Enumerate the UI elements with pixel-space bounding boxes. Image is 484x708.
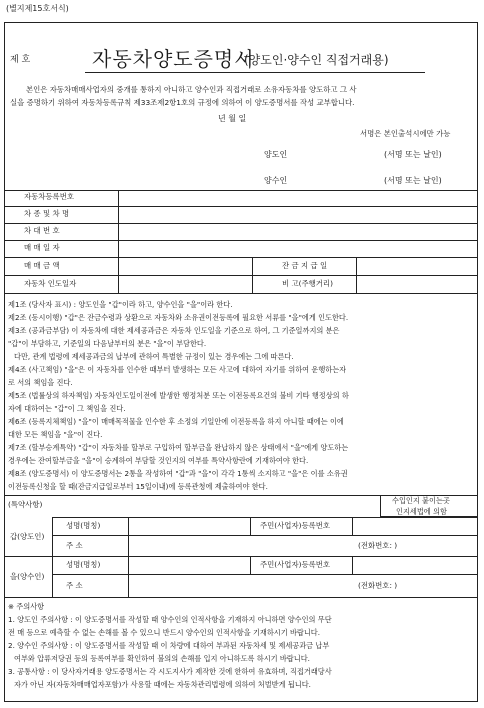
clause-line: 제2조 (동시이행) "갑"은 잔금수령과 상환으로 자동차와 소유권이전등록에 필요한 서류를 "을"에게 인도한다. bbox=[8, 313, 349, 322]
clause-line: 제7조 (할부승계특약) "갑"이 자동차를 할부로 구입하여 할부금을 완납하지 않은 상태에서 "을"에게 양도하는 bbox=[8, 443, 349, 452]
intro-line-1: 본인은 자동차매매사업자의 중개를 통하지 아니하고 양수인과 직접거래로 소유자동차를 양도하고 그 사 bbox=[26, 85, 357, 94]
remarks-label: 비 고(주행거리) bbox=[282, 279, 333, 288]
form-number: (별지제15호서식) bbox=[6, 4, 69, 13]
clause-line: 다만, 관계 법령에 제세공과금의 납부에 관하여 특별한 규정이 있는 경우에는 그에 따른다. bbox=[14, 352, 294, 361]
clause-line: 자에 대하여는 "갑"이 그 책임을 진다. bbox=[8, 404, 126, 413]
parties-top-rule bbox=[52, 517, 478, 518]
clause-line: 대한 모든 책임을 "을"이 진다. bbox=[8, 430, 103, 439]
party-row-rule bbox=[52, 535, 478, 536]
note-line: 자가 아닌 자(자동차매매업자포함)가 사용할 때에는 자동차관리법령에 의하여 처벌받게 됩니다. bbox=[14, 680, 311, 689]
clause-line: 제4조 (사고책임) "을"은 이 자동차를 인수한 때부터 발생하는 모든 사고에 대하여 자기를 위하여 운행하는자 bbox=[8, 365, 347, 374]
vehicle-row-label: 자동차 인도일자 bbox=[24, 279, 77, 288]
party-id-label: 주민(사업자)등록번호 bbox=[260, 560, 331, 569]
party-mid-divider bbox=[352, 517, 353, 535]
title-underline bbox=[85, 72, 425, 73]
note-line: 여부와 압류저당권 등의 등록여부를 확인하여 불의의 손해를 입지 아니하도록 하시기 바랍니다. bbox=[14, 654, 310, 663]
intro-line-2: 실을 증명하기 위하여 자동차등록규칙 제33조제2항1호의 규정에 의하여 이 양도증명서를 작성 교부합니다. bbox=[10, 98, 355, 107]
note-line: 1. 양도인 주의사항 : 이 양도증명서를 작성할 때 양수인의 인적사항을 기재하지 아니하면 양수인의 무단 bbox=[8, 615, 332, 624]
note-line: 전 매 등으로 예측할 수 없는 손해를 볼 수 있으니 반드시 양수인의 인적사항을 기재하시기 바랍니다. bbox=[8, 628, 320, 637]
parties-bottom-rule bbox=[4, 597, 478, 598]
vehicle-row-label: 차 종 및 차 명 bbox=[24, 209, 70, 218]
party-id-label: 주민(사업자)등록번호 bbox=[260, 521, 331, 530]
party-divider-rule bbox=[4, 556, 478, 557]
party-mid-divider bbox=[250, 556, 251, 574]
notes-title: ※ 주의사항 bbox=[8, 602, 45, 611]
balance-date-label: 잔 금 지 급 일 bbox=[282, 261, 328, 270]
clause-line: 제3조 (공과금부담) 이 자동차에 대한 제세공과금은 자동차 인도일을 기준으로 하여, 그 기준일까지의 분은 bbox=[8, 326, 340, 335]
party-mid-divider bbox=[250, 517, 251, 535]
document-title: 자동차양도증명서 bbox=[92, 47, 255, 71]
party-mid-divider bbox=[352, 556, 353, 574]
vehicle-row-label: 매 매 일 자 bbox=[24, 243, 60, 252]
party-phone[interactable]: (전화번호: ) bbox=[358, 581, 398, 590]
vehicle-row-label: 차 대 번 호 bbox=[24, 226, 60, 235]
clause-line: 제8조 (양도증명서) 이 양도증명서는 2통을 작성하여 "갑"과 "을"이 각각 1통씩 소지하고 "을"은 이를 소유권 bbox=[8, 469, 348, 478]
document-number-label: 제 호 bbox=[10, 55, 31, 65]
table-bottom-rule bbox=[4, 293, 478, 294]
clause-line: 제5조 (법률상의 하자책임) 자동차인도일이전에 발생한 행정처분 또는 이전등록요건의 불비 기타 행정상의 하 bbox=[8, 391, 349, 400]
table-mid-divider bbox=[252, 257, 253, 293]
issue-date[interactable]: 년 월 일 bbox=[218, 114, 247, 123]
signature-note: 서명은 본인출석시에만 가능 bbox=[360, 129, 451, 138]
clause-line: 경우에는 잔여할부금을 "을"이 승계하여 부담할 것인지의 여부를 특약사항란에 기재하여야 한다. bbox=[8, 456, 309, 465]
party-name-label: 성명(명칭) bbox=[66, 560, 101, 569]
stamp-box-line-1: 수입인지 붙이는곳 bbox=[392, 496, 450, 505]
transferor-label: 양도인 bbox=[264, 150, 288, 159]
table-mid-divider bbox=[356, 257, 357, 293]
transferee-sign[interactable]: (서명 또는 날인) bbox=[384, 176, 442, 185]
table-row-rule bbox=[4, 223, 478, 224]
table-top-rule bbox=[4, 190, 478, 191]
note-line: 3. 공통사항 : 이 당사자거래용 양도증명서는 각 시도지사가 제작한 것에 한하여 유효하며, 직접거래당사 bbox=[8, 667, 332, 676]
special-terms-label: (특약사항) bbox=[8, 500, 43, 509]
clause-line: 제1조 (당사자 표시) : 양도인을 "갑"이라 하고, 양수인을 "을"이라 한다. bbox=[8, 300, 233, 309]
clause-line: 제6조 (등록지체책임) "을"이 매매목적물을 인수한 후 소정의 기일안에 이전등록을 하지 아니할 때에는 이에 bbox=[8, 417, 344, 426]
note-line: 2. 양수인 주의사항 : 이 양도증명서를 작성할 때 이 차량에 대하여 부과된 자동차세 및 제세공과금 납부 bbox=[8, 641, 330, 650]
vehicle-row-label: 매 매 금 액 bbox=[24, 261, 60, 270]
party-name-label: 성명(명칭) bbox=[66, 521, 101, 530]
party-phone[interactable]: (전화번호: ) bbox=[358, 541, 398, 550]
table-row-rule bbox=[4, 240, 478, 241]
table-row-rule bbox=[4, 275, 478, 276]
party-label: 을(양수인) bbox=[10, 572, 45, 581]
party-field-divider bbox=[128, 517, 129, 597]
document-subtitle: (양도인·양수인 직접거래용) bbox=[244, 53, 389, 67]
vehicle-row-label: 자동차등록번호 bbox=[24, 192, 74, 201]
party-label-divider bbox=[52, 517, 53, 597]
transferor-sign[interactable]: (서명 또는 날인) bbox=[384, 150, 442, 159]
party-row-rule bbox=[52, 574, 478, 575]
clause-line: 로 서의 책임을 진다. bbox=[8, 378, 73, 387]
transferee-label: 양수인 bbox=[264, 176, 288, 185]
party-address-label: 주 소 bbox=[66, 541, 83, 550]
party-address-label: 주 소 bbox=[66, 581, 83, 590]
clause-line: "갑"이 부담하고, 기준일의 다음날부터의 분은 "을"이 부담한다. bbox=[8, 339, 207, 348]
table-row-rule bbox=[4, 257, 478, 258]
table-row-rule bbox=[4, 206, 478, 207]
party-label: 갑(양도인) bbox=[10, 532, 45, 541]
clause-line: 이전등록신청을 할 때(잔금지급일로부터 15일이내)에 등록관청에 제출하여야 한다. bbox=[8, 482, 268, 491]
stamp-box-line-2: 인지세법에 의함 bbox=[396, 507, 447, 516]
